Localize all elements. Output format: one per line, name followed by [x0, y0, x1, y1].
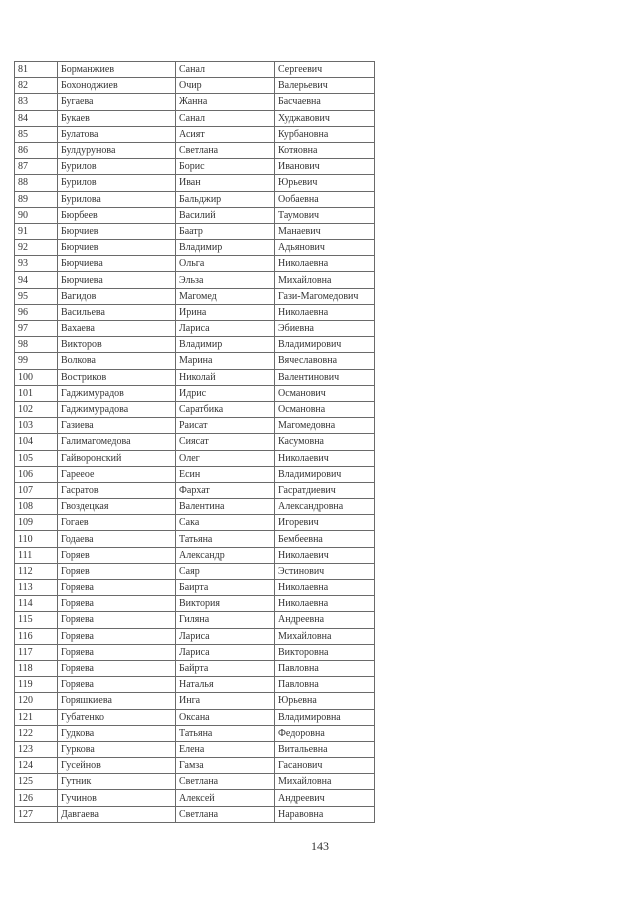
last-name-cell: Горяева	[58, 628, 176, 644]
table-row	[15, 304, 375, 320]
first-name-cell: Бальджир	[176, 191, 275, 207]
last-name-cell: Гутник	[58, 774, 176, 790]
first-name-cell: Лариса	[176, 644, 275, 660]
row-number-cell: 125	[15, 774, 58, 790]
row-number-cell: 81	[15, 62, 58, 78]
patronymic-cell: Ообаевна	[275, 191, 375, 207]
table-row	[15, 741, 375, 757]
first-name-cell: Николай	[176, 369, 275, 385]
table-row	[15, 758, 375, 774]
last-name-cell: Бюрчиев	[58, 223, 176, 239]
last-name-cell: Борманжиев	[58, 62, 176, 78]
last-name-cell: Бугаева	[58, 94, 176, 110]
row-number-cell: 96	[15, 304, 58, 320]
table-row	[15, 644, 375, 660]
row-number-cell: 102	[15, 401, 58, 417]
table-row	[15, 499, 375, 515]
patronymic-cell: Османович	[275, 385, 375, 401]
name-list-body	[15, 62, 375, 823]
patronymic-cell: Михайловна	[275, 628, 375, 644]
table-row	[15, 353, 375, 369]
row-number-cell: 121	[15, 709, 58, 725]
last-name-cell: Гаджимурадов	[58, 385, 176, 401]
first-name-cell: Инга	[176, 693, 275, 709]
table-row	[15, 223, 375, 239]
table-row	[15, 385, 375, 401]
table-row	[15, 78, 375, 94]
row-number-cell: 99	[15, 353, 58, 369]
last-name-cell: Бохоноджиев	[58, 78, 176, 94]
row-number-cell: 86	[15, 142, 58, 158]
table-row	[15, 531, 375, 547]
patronymic-cell: Юрьевич	[275, 175, 375, 191]
table-row	[15, 369, 375, 385]
first-name-cell: Байрта	[176, 660, 275, 676]
first-name-cell: Гиляна	[176, 612, 275, 628]
first-name-cell: Есин	[176, 466, 275, 482]
table-row	[15, 240, 375, 256]
first-name-cell: Елена	[176, 741, 275, 757]
last-name-cell: Булатова	[58, 126, 176, 142]
patronymic-cell: Вячеславовна	[275, 353, 375, 369]
row-number-cell: 123	[15, 741, 58, 757]
first-name-cell: Владимир	[176, 337, 275, 353]
last-name-cell: Горяев	[58, 563, 176, 579]
row-number-cell: 100	[15, 369, 58, 385]
patronymic-cell: Сергеевич	[275, 62, 375, 78]
table-row	[15, 450, 375, 466]
patronymic-cell: Худжавович	[275, 110, 375, 126]
first-name-cell: Марина	[176, 353, 275, 369]
first-name-cell: Ирина	[176, 304, 275, 320]
last-name-cell: Газиева	[58, 418, 176, 434]
table-row	[15, 660, 375, 676]
first-name-cell: Владимир	[176, 240, 275, 256]
row-number-cell: 101	[15, 385, 58, 401]
row-number-cell: 114	[15, 596, 58, 612]
last-name-cell: Горяшкиева	[58, 693, 176, 709]
first-name-cell: Светлана	[176, 806, 275, 822]
row-number-cell: 117	[15, 644, 58, 660]
last-name-cell: Горяева	[58, 677, 176, 693]
first-name-cell: Магомед	[176, 288, 275, 304]
table-row	[15, 547, 375, 563]
patronymic-cell: Гази-Магомедович	[275, 288, 375, 304]
table-row	[15, 401, 375, 417]
row-number-cell: 122	[15, 725, 58, 741]
patronymic-cell: Валерьевич	[275, 78, 375, 94]
table-row	[15, 207, 375, 223]
row-number-cell: 124	[15, 758, 58, 774]
table-row	[15, 806, 375, 822]
patronymic-cell: Бембеевна	[275, 531, 375, 547]
row-number-cell: 107	[15, 482, 58, 498]
patronymic-cell: Николаевна	[275, 256, 375, 272]
row-number-cell: 126	[15, 790, 58, 806]
row-number-cell: 105	[15, 450, 58, 466]
last-name-cell: Бюрчиева	[58, 256, 176, 272]
first-name-cell: Александр	[176, 547, 275, 563]
table-row	[15, 256, 375, 272]
patronymic-cell: Федоровна	[275, 725, 375, 741]
patronymic-cell: Гасанович	[275, 758, 375, 774]
first-name-cell: Олег	[176, 450, 275, 466]
last-name-cell: Волкова	[58, 353, 176, 369]
last-name-cell: Викторов	[58, 337, 176, 353]
row-number-cell: 92	[15, 240, 58, 256]
last-name-cell: Гуркова	[58, 741, 176, 757]
row-number-cell: 111	[15, 547, 58, 563]
patronymic-cell: Эстинович	[275, 563, 375, 579]
first-name-cell: Татьяна	[176, 725, 275, 741]
table-row	[15, 142, 375, 158]
table-row	[15, 110, 375, 126]
patronymic-cell: Басчаевна	[275, 94, 375, 110]
first-name-cell: Борис	[176, 159, 275, 175]
first-name-cell: Сиясат	[176, 434, 275, 450]
row-number-cell: 94	[15, 272, 58, 288]
last-name-cell: Букаев	[58, 110, 176, 126]
patronymic-cell: Андреевна	[275, 612, 375, 628]
table-row	[15, 774, 375, 790]
patronymic-cell: Игоревич	[275, 515, 375, 531]
patronymic-cell: Николаевна	[275, 596, 375, 612]
first-name-cell: Валентина	[176, 499, 275, 515]
patronymic-cell: Котяовна	[275, 142, 375, 158]
last-name-cell: Горяева	[58, 580, 176, 596]
table-row	[15, 94, 375, 110]
first-name-cell: Ольга	[176, 256, 275, 272]
last-name-cell: Давгаева	[58, 806, 176, 822]
row-number-cell: 98	[15, 337, 58, 353]
row-number-cell: 89	[15, 191, 58, 207]
table-row	[15, 709, 375, 725]
table-row	[15, 580, 375, 596]
table-row	[15, 337, 375, 353]
row-number-cell: 93	[15, 256, 58, 272]
row-number-cell: 116	[15, 628, 58, 644]
first-name-cell: Светлана	[176, 774, 275, 790]
first-name-cell: Раисат	[176, 418, 275, 434]
patronymic-cell: Михайловна	[275, 774, 375, 790]
first-name-cell: Светлана	[176, 142, 275, 158]
patronymic-cell: Юрьевна	[275, 693, 375, 709]
row-number-cell: 83	[15, 94, 58, 110]
last-name-cell: Горяев	[58, 547, 176, 563]
row-number-cell: 118	[15, 660, 58, 676]
first-name-cell: Оксана	[176, 709, 275, 725]
table-row	[15, 677, 375, 693]
table-row	[15, 62, 375, 78]
row-number-cell: 127	[15, 806, 58, 822]
table-row	[15, 272, 375, 288]
row-number-cell: 87	[15, 159, 58, 175]
last-name-cell: Вагидов	[58, 288, 176, 304]
table-row	[15, 288, 375, 304]
first-name-cell: Баирта	[176, 580, 275, 596]
patronymic-cell: Михайловна	[275, 272, 375, 288]
patronymic-cell: Викторовна	[275, 644, 375, 660]
patronymic-cell: Манаевич	[275, 223, 375, 239]
last-name-cell: Бюрчиева	[58, 272, 176, 288]
patronymic-cell: Николаевна	[275, 304, 375, 320]
last-name-cell: Бурилов	[58, 175, 176, 191]
table-row	[15, 191, 375, 207]
row-number-cell: 90	[15, 207, 58, 223]
patronymic-cell: Курбановна	[275, 126, 375, 142]
patronymic-cell: Владимировна	[275, 709, 375, 725]
last-name-cell: Горяева	[58, 644, 176, 660]
row-number-cell: 119	[15, 677, 58, 693]
last-name-cell: Бурилов	[58, 159, 176, 175]
patronymic-cell: Андреевич	[275, 790, 375, 806]
name-list-table	[14, 61, 375, 823]
row-number-cell: 112	[15, 563, 58, 579]
patronymic-cell: Валентинович	[275, 369, 375, 385]
last-name-cell: Бюрчиев	[58, 240, 176, 256]
last-name-cell: Бюрбеев	[58, 207, 176, 223]
row-number-cell: 88	[15, 175, 58, 191]
row-number-cell: 103	[15, 418, 58, 434]
last-name-cell: Гусейнов	[58, 758, 176, 774]
last-name-cell: Васильева	[58, 304, 176, 320]
table-row	[15, 628, 375, 644]
table-row	[15, 563, 375, 579]
table-row	[15, 612, 375, 628]
row-number-cell: 104	[15, 434, 58, 450]
last-name-cell: Гогаев	[58, 515, 176, 531]
row-number-cell: 106	[15, 466, 58, 482]
row-number-cell: 84	[15, 110, 58, 126]
first-name-cell: Санал	[176, 110, 275, 126]
first-name-cell: Иван	[176, 175, 275, 191]
row-number-cell: 110	[15, 531, 58, 547]
first-name-cell: Лариса	[176, 321, 275, 337]
patronymic-cell: Владимирович	[275, 466, 375, 482]
last-name-cell: Горяева	[58, 596, 176, 612]
patronymic-cell: Османовна	[275, 401, 375, 417]
last-name-cell: Горяева	[58, 612, 176, 628]
patronymic-cell: Наравовна	[275, 806, 375, 822]
first-name-cell: Саратбика	[176, 401, 275, 417]
first-name-cell: Алексей	[176, 790, 275, 806]
first-name-cell: Асият	[176, 126, 275, 142]
patronymic-cell: Николаевна	[275, 580, 375, 596]
first-name-cell: Санал	[176, 62, 275, 78]
table-row	[15, 126, 375, 142]
last-name-cell: Востриков	[58, 369, 176, 385]
table-row	[15, 434, 375, 450]
table-row	[15, 321, 375, 337]
first-name-cell: Идрис	[176, 385, 275, 401]
table-row	[15, 596, 375, 612]
table-row	[15, 725, 375, 741]
patronymic-cell: Таумович	[275, 207, 375, 223]
patronymic-cell: Касумовна	[275, 434, 375, 450]
last-name-cell: Вахаева	[58, 321, 176, 337]
row-number-cell: 85	[15, 126, 58, 142]
patronymic-cell: Александровна	[275, 499, 375, 515]
first-name-cell: Лариса	[176, 628, 275, 644]
patronymic-cell: Адьянович	[275, 240, 375, 256]
row-number-cell: 82	[15, 78, 58, 94]
first-name-cell: Наталья	[176, 677, 275, 693]
patronymic-cell: Николаевич	[275, 450, 375, 466]
row-number-cell: 109	[15, 515, 58, 531]
first-name-cell: Фархат	[176, 482, 275, 498]
last-name-cell: Горяева	[58, 660, 176, 676]
first-name-cell: Эльза	[176, 272, 275, 288]
last-name-cell: Гучинов	[58, 790, 176, 806]
table-row	[15, 515, 375, 531]
first-name-cell: Очир	[176, 78, 275, 94]
first-name-cell: Саяр	[176, 563, 275, 579]
last-name-cell: Годаева	[58, 531, 176, 547]
table-row	[15, 175, 375, 191]
row-number-cell: 108	[15, 499, 58, 515]
last-name-cell: Гудкова	[58, 725, 176, 741]
patronymic-cell: Эбиевна	[275, 321, 375, 337]
table-row	[15, 790, 375, 806]
last-name-cell: Булдурунова	[58, 142, 176, 158]
last-name-cell: Гарееое	[58, 466, 176, 482]
first-name-cell: Татьяна	[176, 531, 275, 547]
page-number: 143	[311, 839, 329, 853]
table-row	[15, 693, 375, 709]
patronymic-cell: Иванович	[275, 159, 375, 175]
patronymic-cell: Павловна	[275, 677, 375, 693]
table-row	[15, 418, 375, 434]
patronymic-cell: Николаевич	[275, 547, 375, 563]
patronymic-cell: Владимирович	[275, 337, 375, 353]
first-name-cell: Виктория	[176, 596, 275, 612]
table-row	[15, 159, 375, 175]
last-name-cell: Гасратов	[58, 482, 176, 498]
row-number-cell: 95	[15, 288, 58, 304]
last-name-cell: Губатенко	[58, 709, 176, 725]
first-name-cell: Жанна	[176, 94, 275, 110]
row-number-cell: 115	[15, 612, 58, 628]
row-number-cell: 120	[15, 693, 58, 709]
last-name-cell: Галимагомедова	[58, 434, 176, 450]
table-row	[15, 466, 375, 482]
patronymic-cell: Магомедовна	[275, 418, 375, 434]
table-row	[15, 482, 375, 498]
last-name-cell: Бурилова	[58, 191, 176, 207]
row-number-cell: 91	[15, 223, 58, 239]
first-name-cell: Гамза	[176, 758, 275, 774]
row-number-cell: 97	[15, 321, 58, 337]
last-name-cell: Гаджимурадова	[58, 401, 176, 417]
first-name-cell: Сака	[176, 515, 275, 531]
patronymic-cell: Гасратдиевич	[275, 482, 375, 498]
patronymic-cell: Павловна	[275, 660, 375, 676]
last-name-cell: Гвоздецкая	[58, 499, 176, 515]
row-number-cell: 113	[15, 580, 58, 596]
first-name-cell: Василий	[176, 207, 275, 223]
patronymic-cell: Витальевна	[275, 741, 375, 757]
first-name-cell: Баатр	[176, 223, 275, 239]
last-name-cell: Гайворонский	[58, 450, 176, 466]
